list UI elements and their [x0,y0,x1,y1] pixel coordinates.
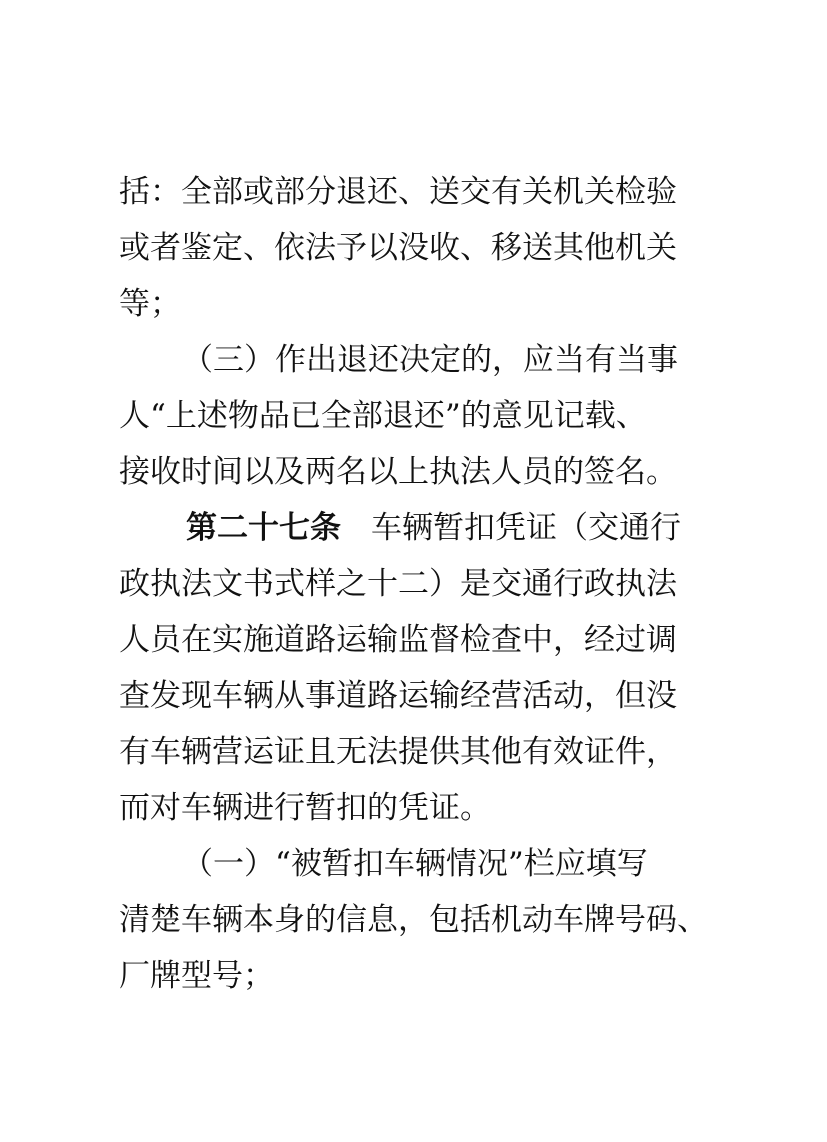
body-line-1: 括：全部或部分退还、送交有关机关检验 [119,174,677,210]
body-line-8: 政执法文书式样之十二）是交通行政执法 [119,566,677,602]
body-line-14: 清楚车辆本身的信息，包括机动车牌号码、 [119,902,708,938]
body-line-2: 或者鉴定、依法予以没收、移送其他机关 [119,230,677,266]
body-line-15: 厂牌型号； [119,958,274,994]
body-line-13: （一）“被暂扣车辆情况”栏应填写 [182,846,648,882]
body-line-10: 查发现车辆从事道路运输经营活动，但没 [119,678,677,714]
body-line-3: 等； [119,286,181,322]
body-line-7: 车辆暂扣凭证（交通行 [371,510,681,546]
body-line-6: 接收时间以及两名以上执法人员的签名。 [119,454,677,490]
body-line-12: 而对车辆进行暂扣的凭证。 [119,790,491,826]
body-line-5: 人“上述物品已全部退还”的意见记载、 [119,398,647,434]
article-heading: 第二十七条 [186,510,341,546]
body-line-4: （三）作出退还决定的，应当有当事 [182,342,678,378]
body-line-9: 人员在实施道路运输监督检查中，经过调 [119,622,677,658]
body-line-11: 有车辆营运证且无法提供其他有效证件， [119,734,677,770]
